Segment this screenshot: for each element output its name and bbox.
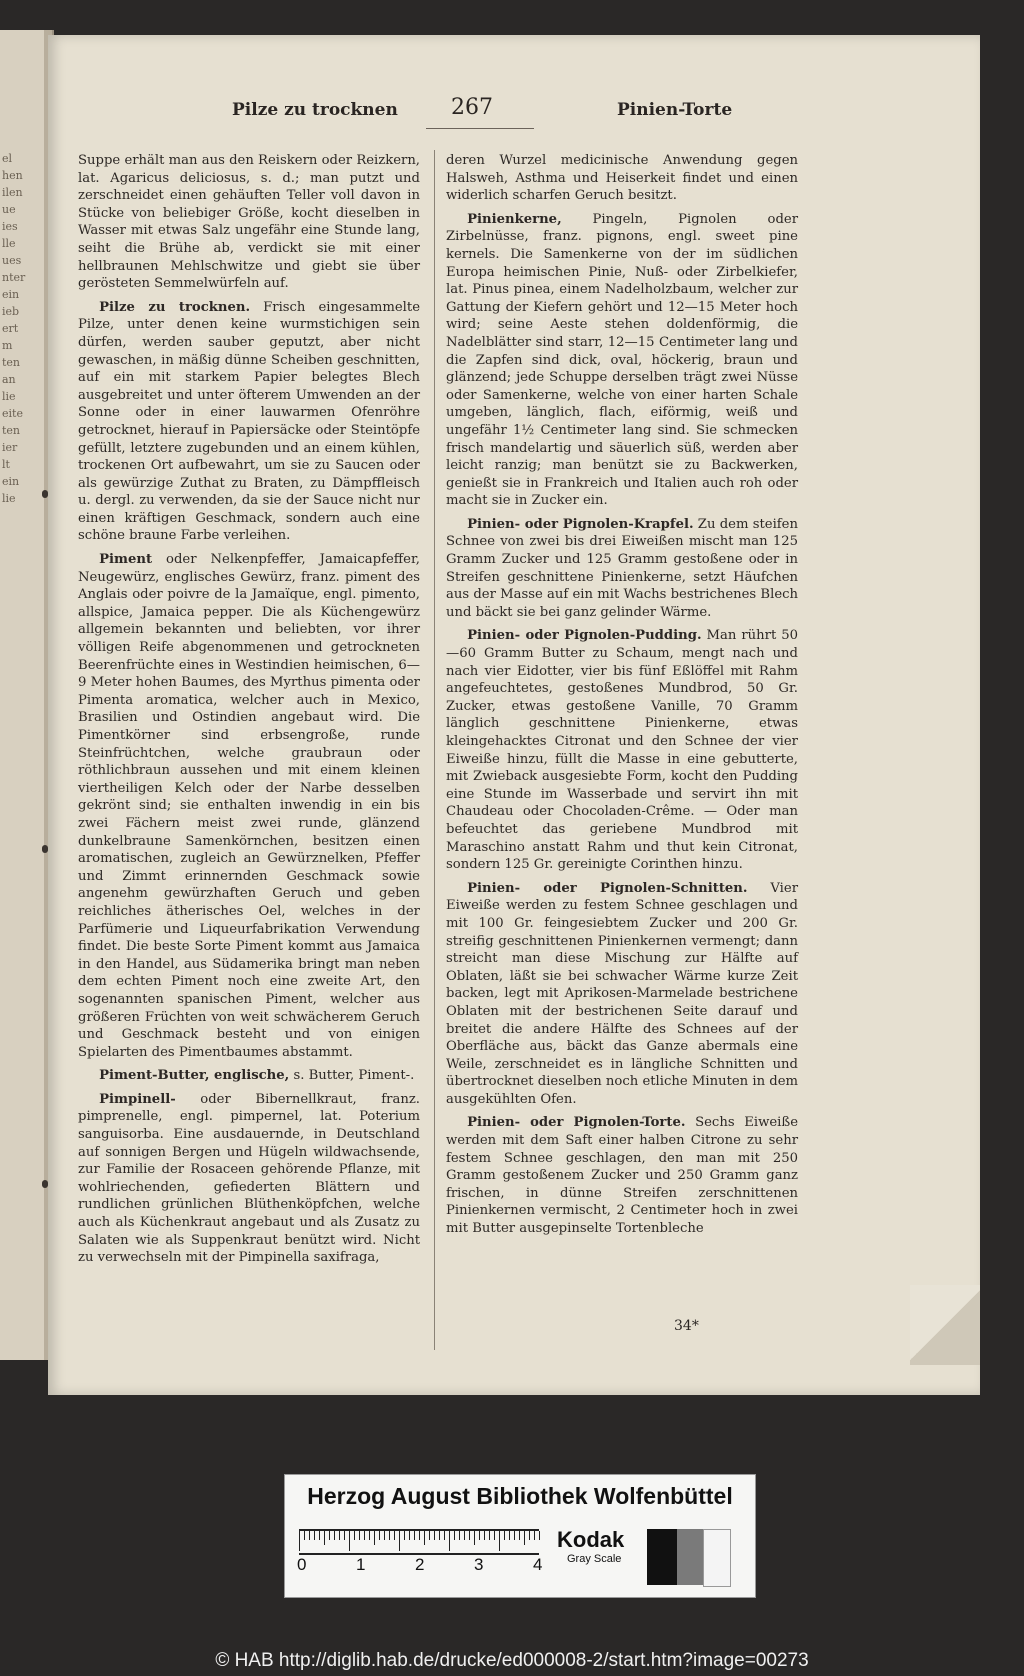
entry-text: Pingeln, Pignolen oder Zirbelnüsse, franz. pignons, engl. sweet pine kernels. Die Samenkerne von der im südlichen Europa heimischen Pinie, Nuß- oder Zirbelkiefer, lat. Pinus pinea, einem Nadelholzbaum, welcher zur Gattung der Kiefern gehört und 12—15 Meter hoch wird; seine Aeste stehen doldenförmig, die Nadelblätter sind starr, 12—15 Centimeter lang und die Zapfen sind dick, oval, höckerig, braun und glänzend; jede Schuppe derselben trägt zwei Nüsse oder Samenkerne, welche von einer harten Schale umgeben, länglich, flach, eiförmig, weiß und ungefähr 1½ Centimeter lang sind. Sie schmecken frisch mandelartig und säuerlich süß, werden aber leicht ranzig; man benützt sie zu Backwerken, genießt sie in Frankreich und Italien auch roh oder macht sie in Zucker ein. — [446, 211, 798, 509]
entry-headword: Pilze zu trocknen. — [99, 299, 251, 315]
ruler-tick — [304, 1531, 305, 1540]
facing-page-fragment: ten — [2, 424, 21, 437]
library-name: Herzog August Bibliothek Wolfenbüttel — [307, 1483, 733, 1509]
ruler-tick — [454, 1531, 455, 1540]
ruler-tick — [489, 1531, 490, 1540]
text-column-right — [446, 152, 798, 1244]
ruler-number: 3 — [474, 1555, 484, 1574]
ruler-tick — [509, 1531, 510, 1540]
ruler-tick — [539, 1531, 540, 1540]
ruler-tick — [404, 1531, 405, 1540]
column-rule — [434, 150, 435, 1350]
entry-text: deren Wurzel medicinische Anwendung gegen Halsweh, Asthma und Heiserkeit findet und einen widerlich scharfen Geruch besitzt. — [446, 153, 798, 204]
entry-headword: Pinien- oder Pignolen-Krapfel. — [467, 516, 694, 532]
entry-text: oder Bibernellkraut, franz. pimprenelle, engl. pimpernel, lat. Poterium sanguisorba. Eine ausdauernde, in Deutschland auf sonnigen Bergen und Hügeln wildwachsende, zur Familie der Rosaceen gehörende Pflanze, mit wohlriechenden, gefiederten Blättern und rundlichen grünlichen Blüthenköpfchen, welche auch als Küchenkraut angebaut und als Zusatz zu Salaten wie als Suppenkraut benützt wird. Nicht zu verwechseln mit der Pimpinella saxifraga, — [78, 1091, 420, 1266]
facing-page-edge — [0, 30, 54, 1360]
color-reference-card — [284, 1474, 756, 1598]
ruler-tick — [389, 1531, 390, 1540]
ruler-tick — [499, 1531, 500, 1551]
page-number: 267 — [451, 95, 493, 120]
ruler-tick — [369, 1531, 370, 1540]
gray-scale-label: Gray Scale — [567, 1553, 622, 1565]
facing-page-fragment: lle — [2, 237, 16, 250]
ruler-tick — [399, 1531, 400, 1551]
ruler-tick — [339, 1531, 340, 1540]
dictionary-entry — [446, 627, 798, 873]
facing-page-fragment: ues — [2, 254, 22, 267]
facing-page-fragment: ieb — [2, 305, 20, 318]
gray-patch-white — [703, 1529, 731, 1587]
facing-page-fragment: an — [2, 373, 16, 386]
facing-page-fragment: hen — [2, 169, 23, 182]
facing-page-fragment: el — [2, 152, 13, 165]
entry-text: Man rührt 50—60 Gramm Butter zu Schaum, mengt nach und nach vier Eidotter, vier bis fünf Eßlöffel mit Rahm angefeuchtetes, gestoßenes Mundbrod, 50 Gr. Zucker, etwas gestoßene Vanille, 70 Gramm länglich geschnittene Pinienkerne, etwas kleingehacktes Citronat und den Schnee der vier Eiweiße hinzu, füllt die Masse in eine gebutterte, mit Zwieback ausgesiebte Form, kocht den Pudding eine Stunde im Wasserbade und servirt ihn mit Chaudeau oder Chocoladen-Crême. — Oder man befeuchtet das geriebene Mundbrod mit Maraschino anstatt Rahm und thut kein Citronat, sondern 125 Gr. gereinigte Corinthen hinzu. — [446, 628, 798, 873]
ruler-tick — [534, 1531, 535, 1540]
running-head-right: Pinien-Torte — [617, 100, 733, 120]
ruler-tick — [299, 1531, 300, 1551]
ruler-number: 4 — [533, 1555, 543, 1574]
ruler-tick — [524, 1531, 525, 1545]
entry-headword: Pimpinell- — [99, 1091, 176, 1107]
ruler-tick — [409, 1531, 410, 1540]
facing-page-fragment: m — [2, 339, 13, 352]
ruler-tick — [429, 1531, 430, 1540]
dictionary-entry — [446, 1114, 798, 1237]
ruler-tick — [529, 1531, 530, 1540]
dictionary-entry — [446, 211, 798, 510]
facing-page-fragment: ue — [2, 203, 16, 216]
ruler-tick — [349, 1531, 350, 1551]
facing-page-fragment: lt — [2, 458, 10, 471]
facing-page-fragment: ilen — [2, 186, 23, 199]
entry-text: Zu dem steifen Schnee von zwei bis drei Eiweißen mischt man 125 Gramm Zucker und 125 Gramm gestoßene oder in Streifen geschnittene Pinienkerne, setzt Häufchen aus der Masse auf ein mit Wachs bestrichenes Blech und bäckt sie bei ganz gelinder Wärme. — [446, 516, 798, 620]
ruler-number: 0 — [297, 1555, 307, 1574]
ruler-tick — [494, 1531, 495, 1540]
ruler-number: 1 — [356, 1555, 366, 1574]
kodak-logo: Kodak — [557, 1527, 625, 1552]
entry-text: Vier Eiweiße werden zu festem Schnee geschlagen und mit 100 Gr. feingesiebtem Zucker und 200 Gr. streifig geschnittenen Pinienkernen vermengt; dann streicht man diese Mischung zur Hälfte auf Oblaten, läßt sie bei schwacher Wärme kurze Zeit backen, legt mit Aprikosen-Marmelade bestrichene Oblaten mit der bestrichenen Seite darauf und breitet die andere Hälfte des Schnees auf der Oberfläche aus, bäckt das Ganze abermals eine Weile, zerschneidet es in längliche Schnitten und übertrocknet dieselben noch etliche Minuten in dem ausgekühlten Ofen. — [446, 880, 799, 1107]
dictionary-entry — [78, 299, 420, 545]
dictionary-entry — [446, 152, 798, 205]
ruler-tick — [469, 1531, 470, 1540]
entry-headword: Pinienkerne, — [467, 211, 562, 227]
signature-mark: 34* — [674, 1318, 699, 1334]
ruler-tick — [459, 1531, 460, 1540]
binding-hole — [42, 490, 48, 498]
facing-page-fragment: nter — [2, 271, 26, 284]
entry-headword: Pinien- oder Pignolen-Schnitten. — [467, 880, 748, 896]
ruler-tick — [354, 1531, 355, 1540]
ruler-tick — [414, 1531, 415, 1540]
facing-page-fragment: ein — [2, 288, 20, 301]
facing-page-fragment: ier — [2, 441, 18, 454]
facing-page-fragment: ies — [2, 220, 18, 233]
ruler-tick — [384, 1531, 385, 1540]
facing-page-fragment: ert — [2, 322, 19, 335]
ruler-tick — [309, 1531, 310, 1540]
facing-page-fragment: ein — [2, 475, 20, 488]
running-head-left: Pilze zu trocknen — [232, 100, 398, 120]
entry-text: oder Nelkenpfeffer, Jamaicapfeffer, Neugewürz, englisches Gewürz, franz. piment des Anglais oder poivre de la Jamaïque, engl. pimento, allspice, Jamaica pepper. Die als Küchengewürz allgemein bekannten und beliebten, vor ihrer völligen Reife abgenommenen und getrockneten Beerenfrüchte eines in Westindien heimischen, 6—9 Meter hohen Baumes, des Myrthus pimenta oder Pimenta aromatica, welcher auch in Mexico, Brasilien und Ostindien angebaut wird. Die Pimentkörner sind erbsengroße, runde Steinfrüchtchen, welche graubraun oder röthlichbraun aussehen und mit einem kleinen viertheiligen Kelch oder der Narbe desselben gekrönt sind; sie enthalten inwendig in ein bis zwei Fächern meist zwei runde, glänzend dunkelbraune Samenkörnchen, besitzen einen aromatischen, zugleich an Gewürznelken, Pfeffer und Zimmt erinnernden Geschmack sowie angenehm gewürzhaften Geruch und geben reichliches ätherisches Oel, welches in der Parfümerie und Liqueurfabrikation Verwendung findet. Die beste Sorte Piment kommt aus Jamaica in den Handel, aus Südamerika bringt man neben dem echten Piment noch eine zweite Art, den sogenannten spanischen Piment, welcher aus größeren Früchten von weit schwächerem Geruch und Geschmack besteht und von einigen Spielarten des Pimentbaumes abstammt. — [78, 552, 420, 1060]
binding-hole — [42, 1180, 48, 1188]
gray-patch-mid — [677, 1529, 703, 1585]
dictionary-entry — [78, 551, 420, 1061]
entry-text: Frisch eingesammelte Pilze, unter denen keine wurmstichigen sein dürfen, werden sauber geputzt, aber nicht gewaschen, in mäßig dünne Scheiben geschnitten, auf ein mit starkem Papier belegtes Blech ausgebreitet und unter öfterem Umwenden an der Sonne oder in einer lauwarmen Ofenröhre getrocknet, hierauf in Papiersäcke oder Steintöpfe gefüllt, letztere zugebunden und an einem kühlen, trockenen Ort aufbewahrt, um sie zu Saucen oder als gewürzige Zuthat zu Braten, zu Dämpffleisch u. dergl. zu verwenden, da sie der Sauce nicht nur einen kräftigen Geschmack, sondern auch eine schöne braune Farbe verleihen. — [78, 299, 421, 544]
ruler-tick — [439, 1531, 440, 1540]
entry-headword: Pinien- oder Pignolen-Torte. — [467, 1115, 686, 1131]
dictionary-entry — [78, 152, 420, 293]
ruler-tick — [464, 1531, 465, 1540]
entry-text: Sechs Eiweiße werden mit dem Saft einer halben Citrone zu sehr festem Schnee geschlagen, den man mit 250 Gramm gestoßenem Zucker und 250 Gramm ganz frischen, in dünne Streifen zerschnittenen Pinienkernen vermischt, 2 Centimeter hoch in zwei mit Butter ausgepinselte Tortenbleche — [446, 1115, 798, 1237]
dictionary-entry — [446, 880, 798, 1109]
ruler-tick — [424, 1531, 425, 1545]
entry-headword: Pinien- oder Pignolen-Pudding. — [467, 628, 702, 644]
ruler-tick — [484, 1531, 485, 1540]
facing-page-fragment: ten — [2, 356, 21, 369]
ruler-tick — [519, 1531, 520, 1540]
text-column-left — [78, 152, 420, 1273]
ruler-tick — [324, 1531, 325, 1545]
facing-page-fragment: lie — [2, 390, 16, 403]
dictionary-entry — [78, 1091, 420, 1267]
ruler-tick — [504, 1531, 505, 1540]
ruler-tick — [359, 1531, 360, 1540]
ruler-tick — [394, 1531, 395, 1540]
ruler-tick — [344, 1531, 345, 1540]
ruler-tick — [474, 1531, 475, 1545]
ruler-tick — [319, 1531, 320, 1540]
ruler-scale — [299, 1529, 539, 1555]
binding-hole — [42, 845, 48, 853]
ruler-tick — [514, 1531, 515, 1540]
ruler-number: 2 — [415, 1555, 425, 1574]
ruler-tick — [364, 1531, 365, 1540]
entry-text: Suppe erhält man aus den Reiskern oder Reizkern, lat. Agaricus deliciosus, s. d.; man putzt und zerschneidet einen gehäuften Teller voll davon in Stücke von beliebiger Größe, kocht dieselben in Wasser mit etwas Salz ungefähr eine Stunde lang, seiht die Brühe ab, verdickt sie mit einer hellbraunen Mehlschwitze und giebt sie über gerösteten Semmelwürfeln auf. — [78, 153, 420, 292]
ruler-tick — [314, 1531, 315, 1540]
facing-page-fragment: eite — [2, 407, 23, 420]
ruler-tick — [444, 1531, 445, 1540]
entry-headword: Piment — [99, 552, 153, 568]
ruler-tick — [379, 1531, 380, 1540]
ruler-tick — [434, 1531, 435, 1540]
ruler-tick — [419, 1531, 420, 1540]
entry-text: s. Butter, Piment-. — [289, 1068, 415, 1084]
dictionary-entry — [78, 1067, 420, 1085]
ruler-tick — [449, 1531, 450, 1551]
dictionary-entry — [446, 516, 798, 622]
ruler-tick — [329, 1531, 330, 1540]
page-corner — [910, 1285, 980, 1365]
facing-page-fragment: lie — [2, 492, 16, 505]
entry-headword: Piment-Butter, englische, — [99, 1068, 290, 1084]
ruler-tick — [334, 1531, 335, 1540]
gray-patch-black — [647, 1529, 677, 1585]
ruler-tick — [479, 1531, 480, 1540]
ruler-tick — [374, 1531, 375, 1545]
header-rule — [426, 128, 534, 129]
copyright-footer: © HAB http://diglib.hab.de/drucke/ed000008-2/start.htm?image=00273 — [215, 1650, 809, 1671]
